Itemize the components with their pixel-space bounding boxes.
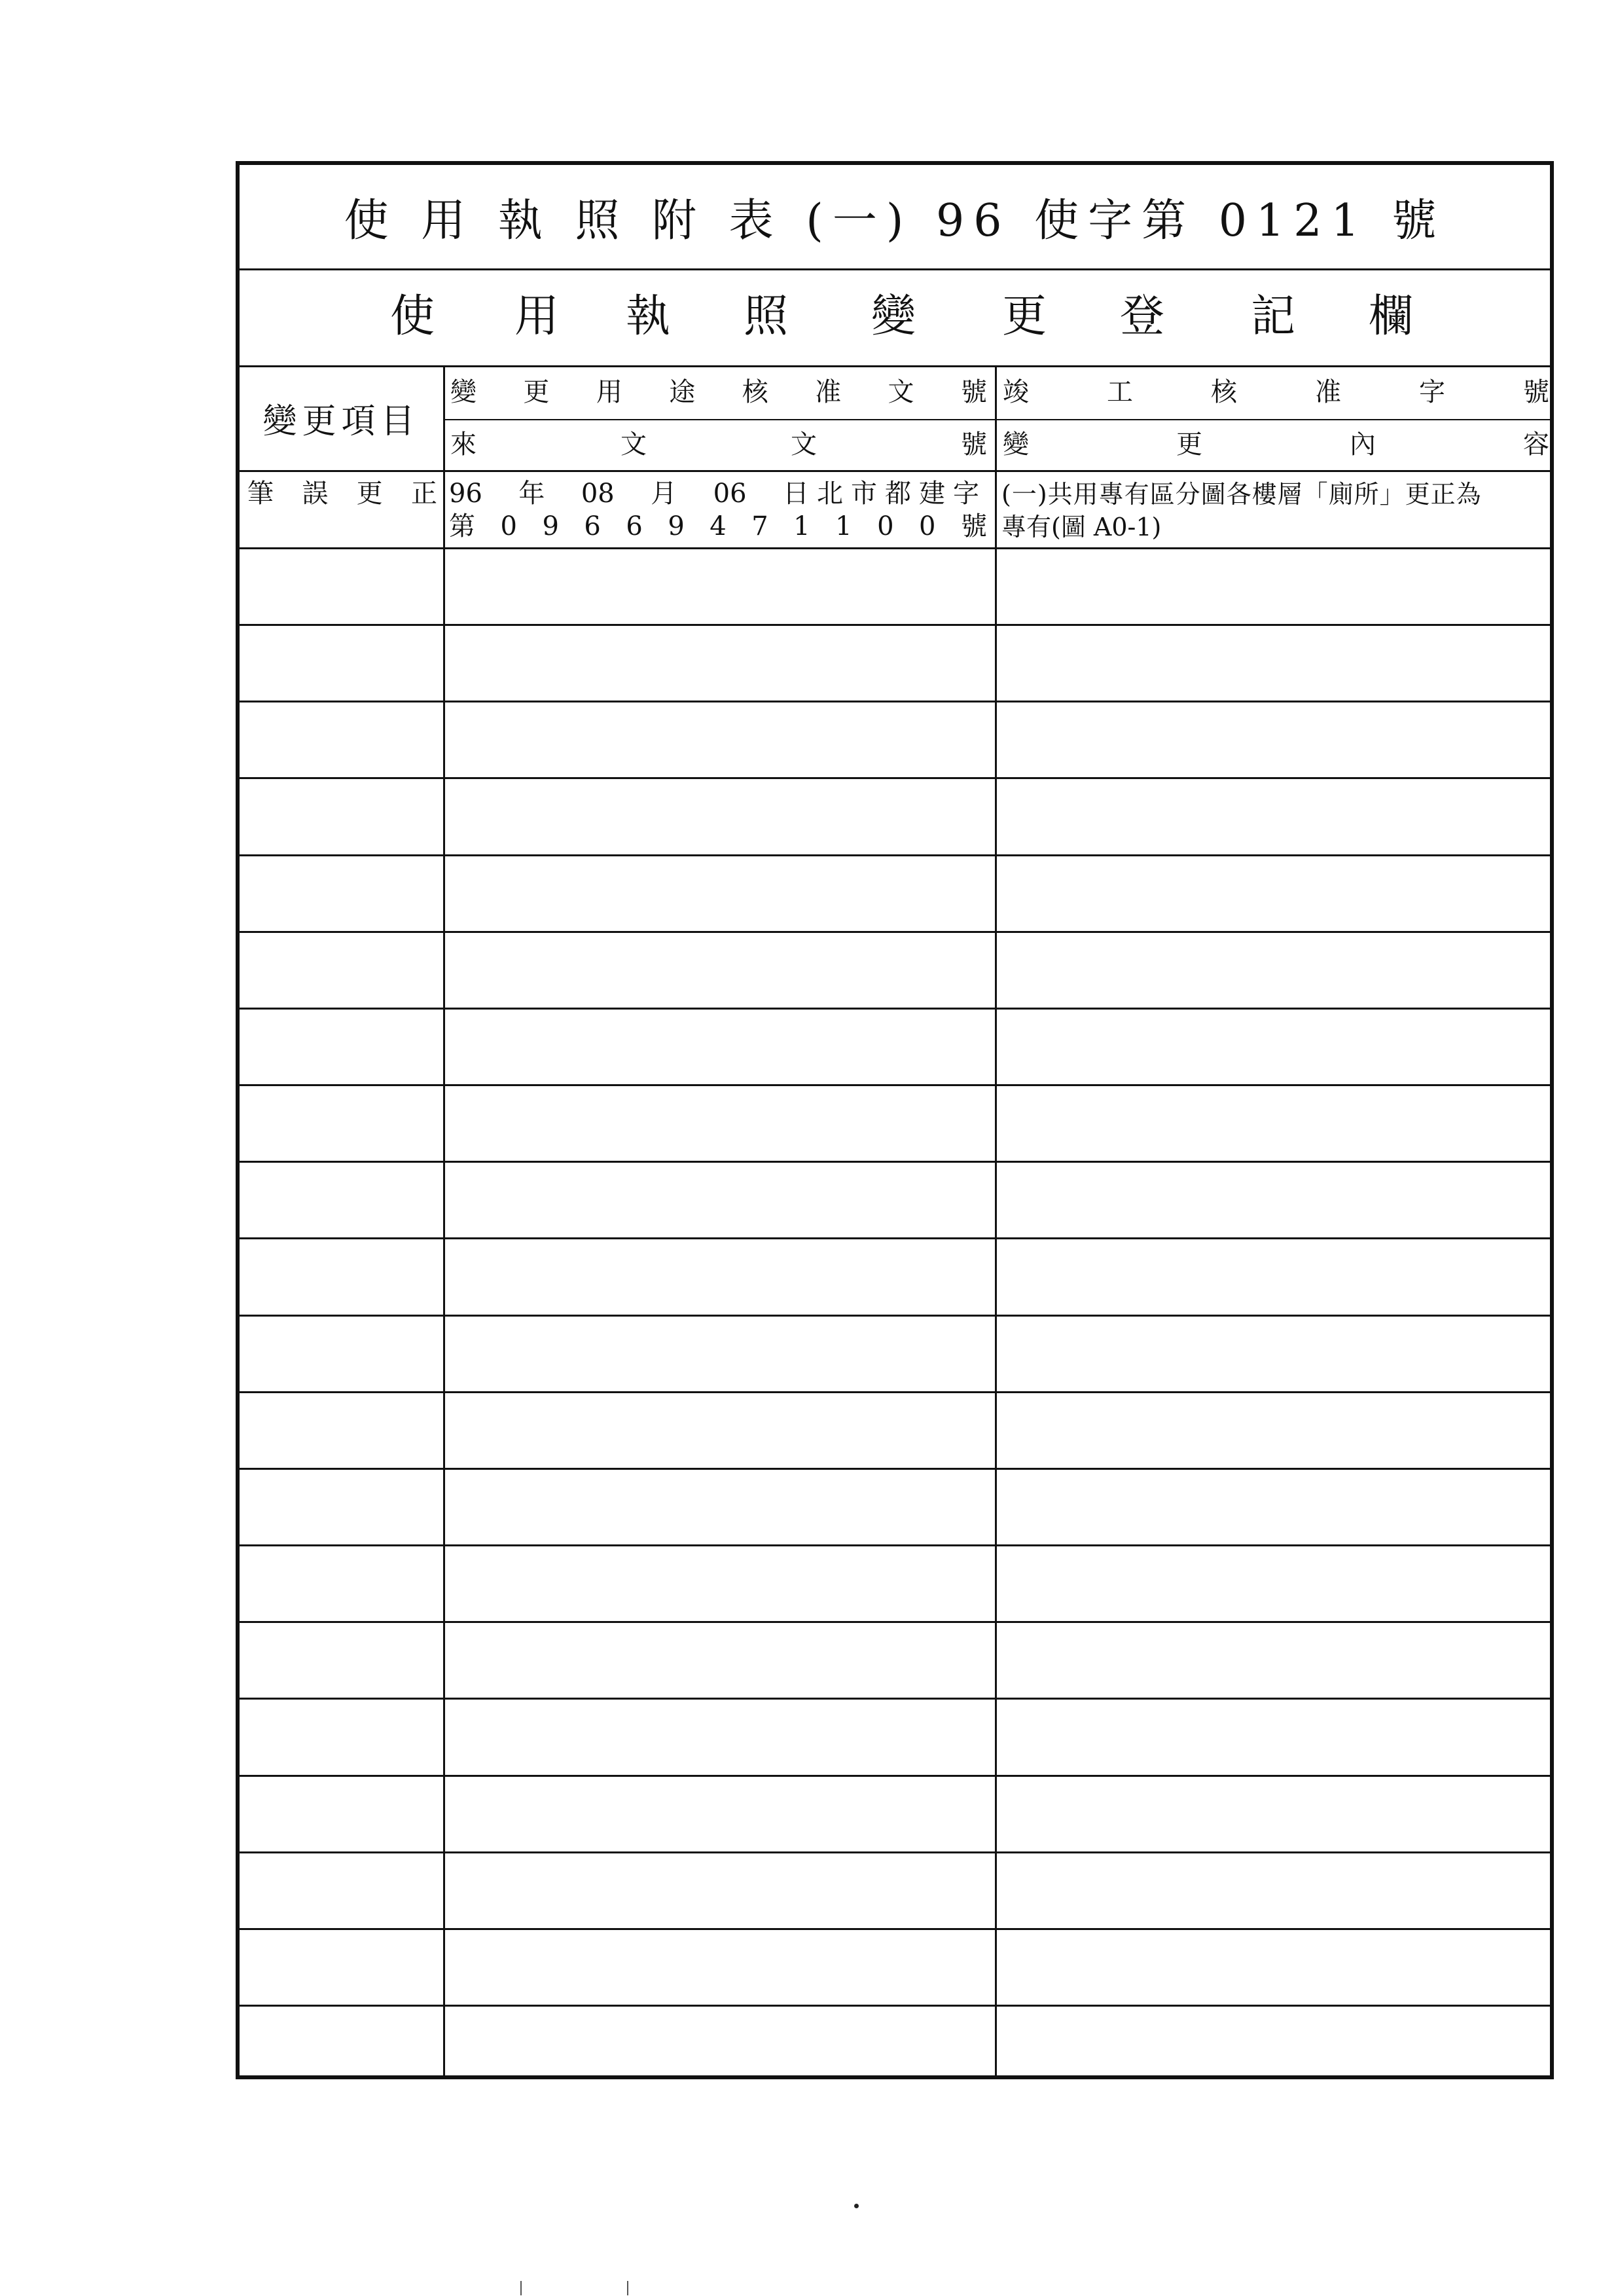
subtitle-char: 記 xyxy=(1251,291,1296,342)
entry-doc-token: 06 xyxy=(713,479,747,509)
row-divider xyxy=(240,1391,1550,1393)
row-divider xyxy=(240,547,1550,549)
entry-content-line1: (一)共用專有區分圖各樓層「廁所」更正為 xyxy=(1001,480,1482,509)
subtitle-char: 變 xyxy=(871,291,916,342)
entry-doc-token: 號 xyxy=(960,511,987,541)
entry-item-char: 筆 xyxy=(247,479,274,509)
table-header xyxy=(240,365,1550,472)
entry-content-line2: 專有(圖 A0-1) xyxy=(1001,513,1162,541)
subtitle-char: 欄 xyxy=(1369,291,1414,342)
header-char: 變 xyxy=(450,377,476,407)
header-char: 來 xyxy=(450,429,476,460)
form-title-row xyxy=(240,165,1550,270)
entry-item-char: 誤 xyxy=(302,479,329,509)
scan-speck xyxy=(854,2204,859,2208)
header-char: 號 xyxy=(961,429,987,460)
subtitle-char: 用 xyxy=(514,291,560,342)
header-char: 工 xyxy=(1107,377,1133,407)
header-char: 核 xyxy=(1211,377,1237,407)
entry-doc-token: 0 xyxy=(500,511,517,541)
scan-mark xyxy=(627,2281,628,2295)
entry-doc-line2 xyxy=(449,511,987,542)
row-divider xyxy=(240,1544,1550,1546)
header-char: 號 xyxy=(960,377,987,407)
header-col2-top xyxy=(450,374,987,410)
row-divider xyxy=(240,1775,1550,1777)
entry-doc-token: 1 xyxy=(835,511,852,541)
header-char: 更 xyxy=(523,377,550,407)
entry-item-char: 更 xyxy=(356,479,383,509)
header-item-cell xyxy=(240,365,443,470)
row-divider xyxy=(240,2005,1550,2007)
subtitle-char: 使 xyxy=(390,291,435,342)
header-char: 竣 xyxy=(1003,377,1029,407)
row-divider xyxy=(240,1928,1550,1930)
row-divider xyxy=(240,1851,1550,1853)
header-char: 用 xyxy=(596,377,622,407)
header-char: 文 xyxy=(791,429,817,460)
row-divider xyxy=(240,854,1550,856)
row-divider xyxy=(240,777,1550,779)
entry-doc-token: 日北市都建字 xyxy=(782,479,987,509)
form-title: 使 用 執 照 附 表 (一) 96 使字第 0121 號 xyxy=(344,194,1446,247)
entry-doc-token: 9 xyxy=(668,511,685,541)
header-divider xyxy=(443,419,1550,420)
scan-mark xyxy=(520,2281,522,2295)
table-row xyxy=(240,470,1550,547)
row-divider xyxy=(240,624,1550,626)
entry-doc-token: 96 xyxy=(449,479,482,509)
entry-doc-token: 6 xyxy=(626,511,643,541)
header-char: 准 xyxy=(815,377,842,407)
row-divider xyxy=(240,1008,1550,1010)
row-divider xyxy=(240,1161,1550,1163)
subtitle-char: 照 xyxy=(744,291,789,342)
row-divider xyxy=(240,1621,1550,1623)
header-char: 更 xyxy=(1176,429,1202,460)
entry-doc-token: 1 xyxy=(793,511,810,541)
header-col3-top xyxy=(1003,374,1549,410)
row-divider xyxy=(240,1237,1550,1239)
row-divider xyxy=(240,1468,1550,1470)
column-divider xyxy=(443,365,445,2075)
header-col3-bottom xyxy=(1003,427,1549,462)
header-char: 號 xyxy=(1523,377,1549,407)
entry-item-char: 正 xyxy=(410,479,437,509)
row-divider xyxy=(240,701,1550,702)
entry-doc-token: 6 xyxy=(584,511,601,541)
row-divider xyxy=(240,1698,1550,1700)
form-subtitle-row xyxy=(240,268,1550,367)
header-char: 內 xyxy=(1350,429,1376,460)
header-char: 容 xyxy=(1523,429,1549,460)
entry-doc-token: 7 xyxy=(751,511,768,541)
subtitle-char: 更 xyxy=(1002,291,1047,342)
entry-item xyxy=(247,478,437,509)
permit-form xyxy=(236,161,1554,2079)
header-char: 准 xyxy=(1315,377,1341,407)
entry-doc-token: 9 xyxy=(542,511,559,541)
row-divider xyxy=(240,1084,1550,1086)
entry-doc-token: 月 xyxy=(651,479,677,509)
row-divider xyxy=(240,931,1550,933)
entry-doc-token: 4 xyxy=(710,511,727,541)
entry-doc-token: 08 xyxy=(581,479,615,509)
entry-doc-line1 xyxy=(449,478,987,509)
header-char: 文 xyxy=(620,429,647,460)
header-char: 核 xyxy=(742,377,768,407)
entry-doc-token: 第 xyxy=(449,511,475,541)
header-char: 途 xyxy=(669,377,696,407)
row-divider xyxy=(240,1315,1550,1317)
column-divider xyxy=(995,365,997,2075)
subtitle-char: 執 xyxy=(626,291,671,342)
subtitle-char: 登 xyxy=(1120,291,1165,342)
header-char: 變 xyxy=(1003,429,1029,460)
entry-doc-token: 0 xyxy=(919,511,936,541)
entry-doc-token: 年 xyxy=(518,479,545,509)
header-item-label: 變更項目 xyxy=(262,401,420,441)
header-char: 字 xyxy=(1419,377,1445,407)
header-col2-bottom xyxy=(450,427,987,462)
header-char: 文 xyxy=(888,377,914,407)
entry-doc-token: 0 xyxy=(877,511,894,541)
